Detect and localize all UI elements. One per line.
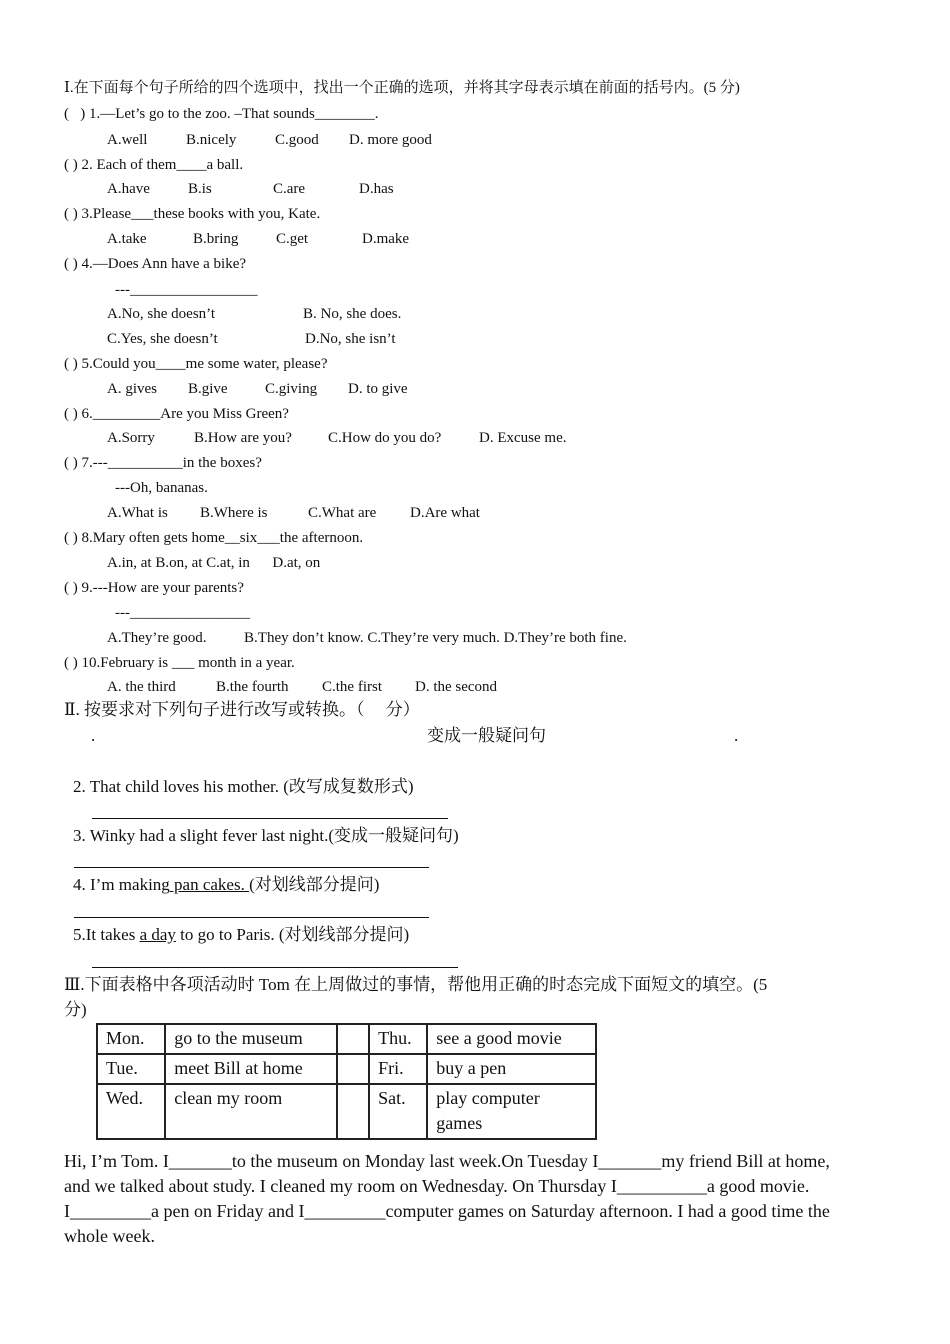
item3-text: 3. Winky had a slight fever last night.(变成一般疑问句) — [73, 826, 459, 845]
table-cell-activity: see a good movie — [427, 1024, 596, 1054]
table-cell-empty — [337, 1024, 369, 1054]
table-row — [97, 1024, 596, 1054]
item2-answer-line — [92, 818, 448, 819]
item5-underlined: a day — [139, 925, 176, 944]
table-cell-day: Thu. — [369, 1024, 427, 1054]
table-cell-activity: buy a pen — [427, 1054, 596, 1084]
item1-end: . — [734, 726, 739, 745]
table-cell-day: Sat. — [369, 1084, 427, 1139]
item1-instruction: 变成一般疑问句 — [427, 726, 546, 745]
passage-line-4: whole week. — [64, 1226, 155, 1246]
q6-option-c: C.How do you do? — [328, 430, 442, 446]
item1-dot: . — [91, 726, 96, 745]
q3-option-b: B.bring — [193, 231, 239, 247]
q7-option-b: B.Where is — [200, 505, 268, 521]
q2-option-d: D.has — [359, 181, 394, 197]
activity-table — [96, 1023, 597, 1140]
question-6-stem: ( ) 6._________Are you Miss Green? — [64, 406, 289, 422]
table-cell-empty — [337, 1084, 369, 1139]
item5-text — [73, 926, 409, 943]
q5-option-a: A. gives — [107, 381, 157, 397]
item4-post: (对划线部分提问) — [249, 875, 380, 894]
item2-text: 2. That child loves his mother. (改写成复数形式) — [73, 777, 414, 796]
q7-option-d: D.Are what — [410, 505, 480, 521]
q2-option-b: B.is — [188, 181, 212, 197]
item5-answer-line — [92, 967, 458, 968]
q2-option-a: A.have — [107, 181, 150, 197]
item3-answer-line — [74, 867, 429, 868]
q4-option-d: D.No, she isn’t — [305, 331, 396, 347]
q4-option-a: A.No, she doesn’t — [107, 306, 216, 322]
q6-option-b: B.How are you? — [194, 430, 292, 446]
q6-option-a: A.Sorry — [107, 430, 155, 446]
table-cell-day: Wed. — [97, 1084, 165, 1139]
q4-option-b: B. No, she does. — [303, 306, 402, 322]
question-1-stem: ( ) 1.—Let’s go to the zoo. –That sounds________. — [64, 106, 379, 122]
q4-reply: ---_________________ — [115, 282, 258, 298]
q10-option-b: B.the fourth — [216, 679, 289, 695]
question-10-stem: ( ) 10.February is ___ month in a year. — [64, 655, 295, 671]
table-cell-activity: clean my room — [165, 1084, 337, 1139]
item5-post: to go to Paris. (对划线部分提问) — [175, 925, 410, 944]
question-7-stem: ( ) 7.---__________in the boxes? — [64, 455, 262, 471]
question-4-stem: ( ) 4.—Does Ann have a bike? — [64, 256, 247, 272]
table-cell-day: Fri. — [369, 1054, 427, 1084]
question-5-stem: ( ) 5.Could you____me some water, please? — [64, 356, 328, 372]
item4-pre: 4. I’m making — [73, 875, 170, 894]
q8-options: A.in, at B.on, at C.at, in D.at, on — [107, 555, 321, 571]
item4-underlined: pan cakes. — [169, 875, 250, 894]
passage-line-1: Hi, I’m Tom. I_______to the museum on Monday last week.On Tuesday I_______my friend Bill at home, — [64, 1151, 830, 1171]
q7-reply: ---Oh, bananas. — [115, 480, 208, 496]
q3-option-c: C.get — [276, 231, 309, 247]
section2-heading: Ⅱ. 按要求对下列句子进行改写或转换。（ 分） — [64, 700, 420, 719]
q2-option-c: C.are — [273, 181, 306, 197]
q1-option-b: B.nicely — [186, 132, 237, 148]
table-cell-day: Mon. — [97, 1024, 165, 1054]
q3-option-a: A.take — [107, 231, 147, 247]
section1-heading: Ⅰ.在下面每个句子所给的四个选项中，找出一个正确的选项，并将其字母表示填在前面的括号内。(5 分) — [64, 80, 740, 96]
q4-option-c: C.Yes, she doesn’t — [107, 331, 218, 347]
question-2-stem: ( ) 2. Each of them____a ball. — [64, 157, 244, 173]
q1-option-d: D. more good — [349, 132, 432, 148]
item4-text — [73, 876, 379, 893]
question-3-stem: ( ) 3.Please___these books with you, Kate. — [64, 206, 321, 222]
q10-option-a: A. the third — [107, 679, 176, 695]
table-row — [97, 1054, 596, 1084]
q9-reply: ---________________ — [115, 605, 250, 621]
q5-option-d: D. to give — [348, 381, 408, 397]
item4-answer-line — [74, 917, 429, 918]
table-row — [97, 1084, 596, 1139]
q6-option-d: D. Excuse me. — [479, 430, 567, 446]
q1-option-c: C.good — [275, 132, 319, 148]
q10-option-c: C.the first — [322, 679, 382, 695]
q9-options: A.They’re good. B.They don’t know. C.They’re very much. D.They’re both fine. — [107, 630, 627, 646]
question-8-stem: ( ) 8.Mary often gets home__six___the afternoon. — [64, 530, 364, 546]
item5-pre: 5.It takes — [73, 925, 140, 944]
table-cell-activity: go to the museum — [165, 1024, 337, 1054]
q3-option-d: D.make — [362, 231, 410, 247]
q10-option-d: D. the second — [415, 679, 498, 695]
q1-option-a: A.well — [107, 132, 148, 148]
section3-heading-line2: 分) — [64, 1000, 87, 1019]
table-cell-empty — [337, 1054, 369, 1084]
section3-heading-line1: Ⅲ.下面表格中各项活动时 Tom 在上周做过的事情，帮他用正确的时态完成下面短文的填空。(5 — [64, 975, 768, 994]
q7-option-c: C.What are — [308, 505, 377, 521]
q7-option-a: A.What is — [107, 505, 168, 521]
question-9-stem: ( ) 9.---How are your parents? — [64, 580, 244, 596]
q5-option-c: C.giving — [265, 381, 318, 397]
q5-option-b: B.give — [188, 381, 228, 397]
passage-line-2: and we talked about study. I cleaned my room on Wednesday. On Thursday I__________a good movie. — [64, 1176, 810, 1196]
table-cell-activity: play computer games — [427, 1084, 596, 1139]
table-cell-day: Tue. — [97, 1054, 165, 1084]
table-cell-activity: meet Bill at home — [165, 1054, 337, 1084]
passage-line-3: I_________a pen on Friday and I_________computer games on Saturday afternoon. I had a good time the — [64, 1201, 830, 1221]
